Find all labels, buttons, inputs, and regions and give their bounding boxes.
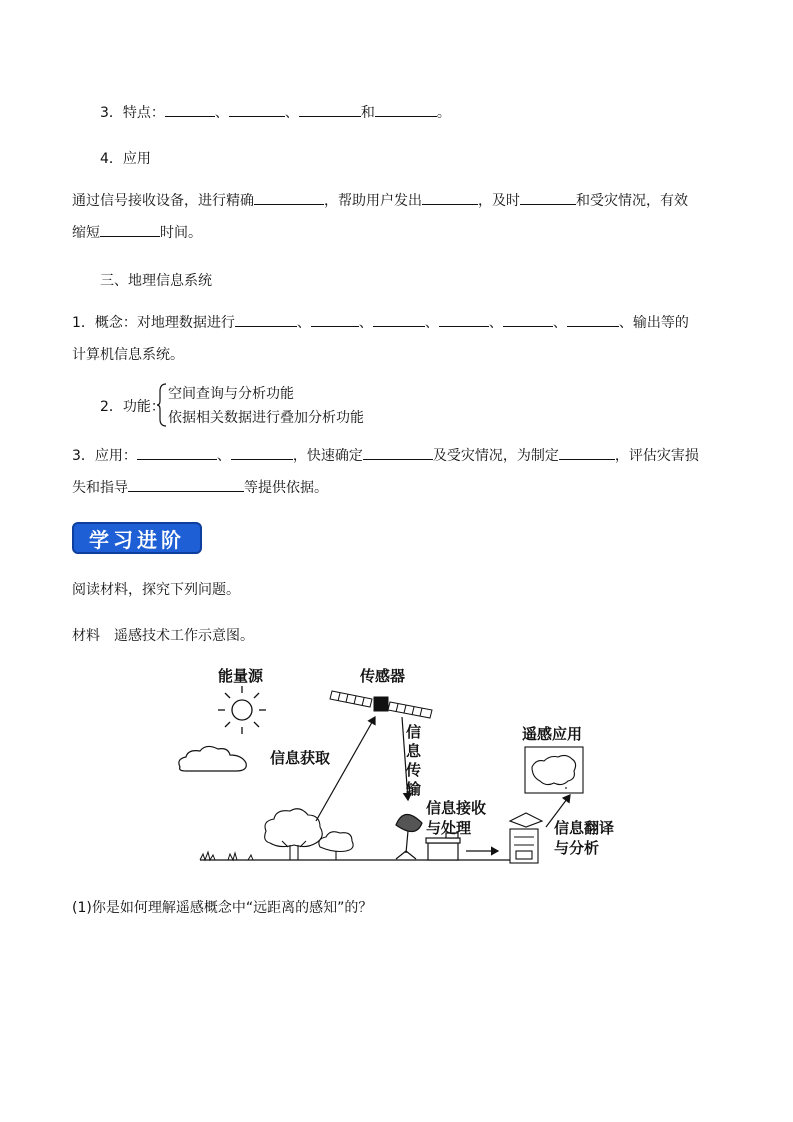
material-text: 遥感技术工作示意图。: [114, 628, 254, 644]
blank[interactable]: [363, 445, 433, 460]
blank[interactable]: [567, 312, 619, 327]
read-instruction: 阅读材料，探究下列问题。: [72, 582, 240, 598]
translate-analyze-label-2: 与分析: [554, 839, 600, 857]
material-caption: [72, 625, 254, 645]
energy-source-label: 能量源: [218, 667, 264, 685]
gis-application: 3．应用： 、 ，快速确定 及受灾情况，为制定 ，评估灾害损 失和指导 等提供依据。: [72, 440, 724, 504]
blank[interactable]: [422, 190, 478, 205]
blank[interactable]: [373, 312, 425, 327]
blank[interactable]: [254, 190, 324, 205]
blank[interactable]: [375, 102, 437, 117]
diagram-illustration: [170, 655, 620, 870]
receive-process-label-2: 与处理: [426, 819, 472, 837]
blank[interactable]: [100, 222, 160, 237]
blank[interactable]: [520, 190, 576, 205]
blank[interactable]: [503, 312, 553, 327]
features-line: 3．特点： 、 、 和 。: [100, 102, 451, 122]
rs-application-label: 遥感应用: [522, 725, 583, 743]
cloud-icon: [179, 746, 246, 771]
function-item-2: 依据相关数据进行叠加分析功能: [168, 410, 364, 426]
blank[interactable]: [229, 102, 285, 117]
gis-heading: 三、地理信息系统: [100, 273, 212, 289]
section-badge: 学习进阶: [72, 522, 202, 554]
blank[interactable]: [299, 102, 361, 117]
blank[interactable]: [165, 102, 215, 117]
blank[interactable]: [137, 445, 217, 460]
tree-icon: [265, 809, 353, 860]
application-heading: 4．应用: [100, 151, 151, 167]
question-1: (1)你是如何理解遥感概念中“远距离的感知”的？: [72, 900, 373, 916]
blank[interactable]: [231, 445, 293, 460]
application-paragraph: 通过信号接收设备，进行精确 ，帮助用户发出 ，及时 和受灾情况，有效 缩短 时间。: [72, 185, 724, 249]
computer-icon: [510, 813, 542, 863]
blank[interactable]: [235, 312, 297, 327]
sensor-label: 传感器: [360, 667, 406, 685]
features-prefix: 3．特点：: [100, 105, 165, 121]
satellite-dish-icon: [396, 814, 422, 859]
gis-concept: 1．概念：对地理数据进行 、 、 、 、 、 、输出等的 计算机信息系统。: [72, 307, 724, 371]
info-acquire-label: 信息获取: [270, 749, 331, 767]
blank[interactable]: [439, 312, 489, 327]
satellite-icon: [330, 691, 432, 718]
sun-icon: [218, 686, 266, 734]
blank[interactable]: [559, 445, 615, 460]
translate-analyze-label-1: 信息翻译: [554, 819, 615, 837]
material-label: 材料: [72, 628, 100, 644]
function-label: 2．功能：: [100, 399, 165, 415]
china-map-icon: [525, 747, 583, 793]
blank[interactable]: [128, 477, 244, 492]
blank[interactable]: [311, 312, 359, 327]
function-item-1: 空间查询与分析功能: [168, 386, 294, 402]
remote-sensing-diagram: 能量源 传感器 信息获取 信 息 传 输 信息接收 与处理 遥感应用 信息翻译 与分析: [170, 655, 620, 870]
left-brace-icon: [156, 383, 168, 427]
receive-process-label-1: 信息接收: [426, 799, 487, 817]
